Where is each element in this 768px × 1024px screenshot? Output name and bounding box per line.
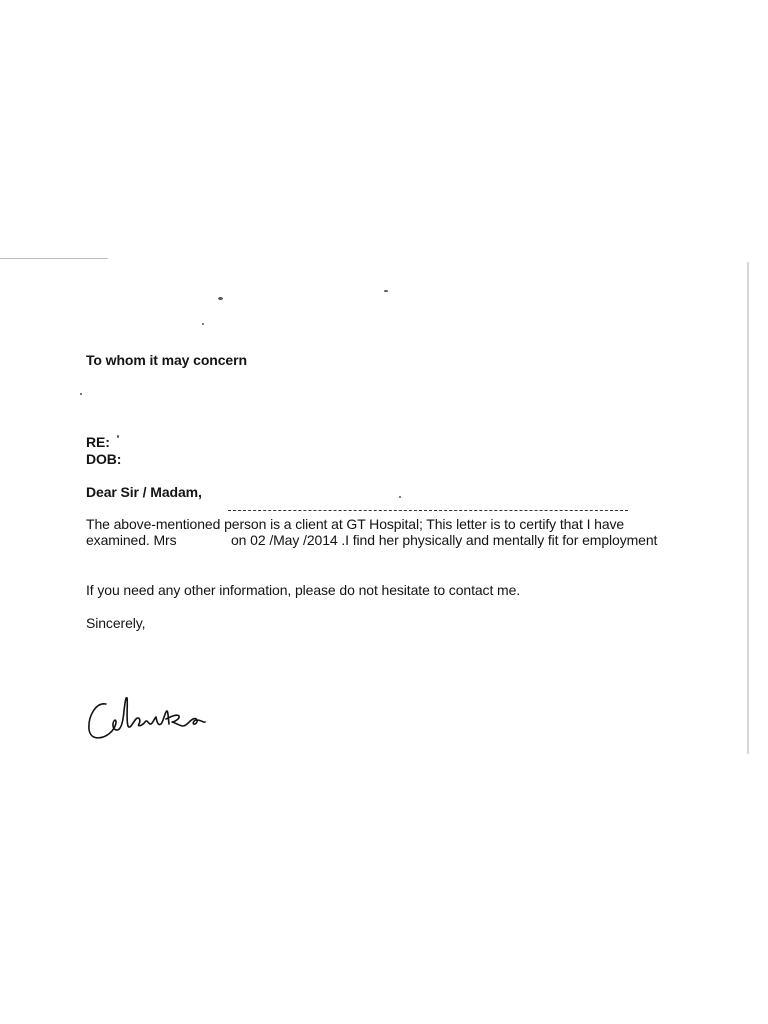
greeting: Dear Sir / Madam, (86, 484, 202, 500)
closing-request: If you need any other information, please do not hesitate to contact me. (86, 582, 521, 598)
body-line-1: The above-mentioned person is a client at GT Hospital; This letter is to certify that I have (86, 516, 625, 532)
body-line-2-end: on 02 /May /2014 .I find her physically and mentally fit for employment (231, 532, 658, 548)
scan-speck (202, 323, 204, 325)
scan-speck (117, 435, 119, 438)
re-label: RE: (86, 434, 110, 450)
scan-edge-top (0, 258, 108, 259)
scan-speck (80, 393, 82, 395)
dob-label: DOB: (86, 451, 122, 467)
scan-speck (399, 496, 401, 498)
scan-rule (228, 510, 628, 511)
body-line-2-start: examined. Mrs (86, 532, 177, 548)
signature-icon (84, 686, 234, 746)
sign-off: Sincerely, (86, 615, 146, 631)
scan-edge-right (747, 262, 749, 754)
scan-speck (384, 290, 388, 292)
salutation-header: To whom it may concern (86, 352, 247, 368)
scan-speck (218, 297, 223, 300)
